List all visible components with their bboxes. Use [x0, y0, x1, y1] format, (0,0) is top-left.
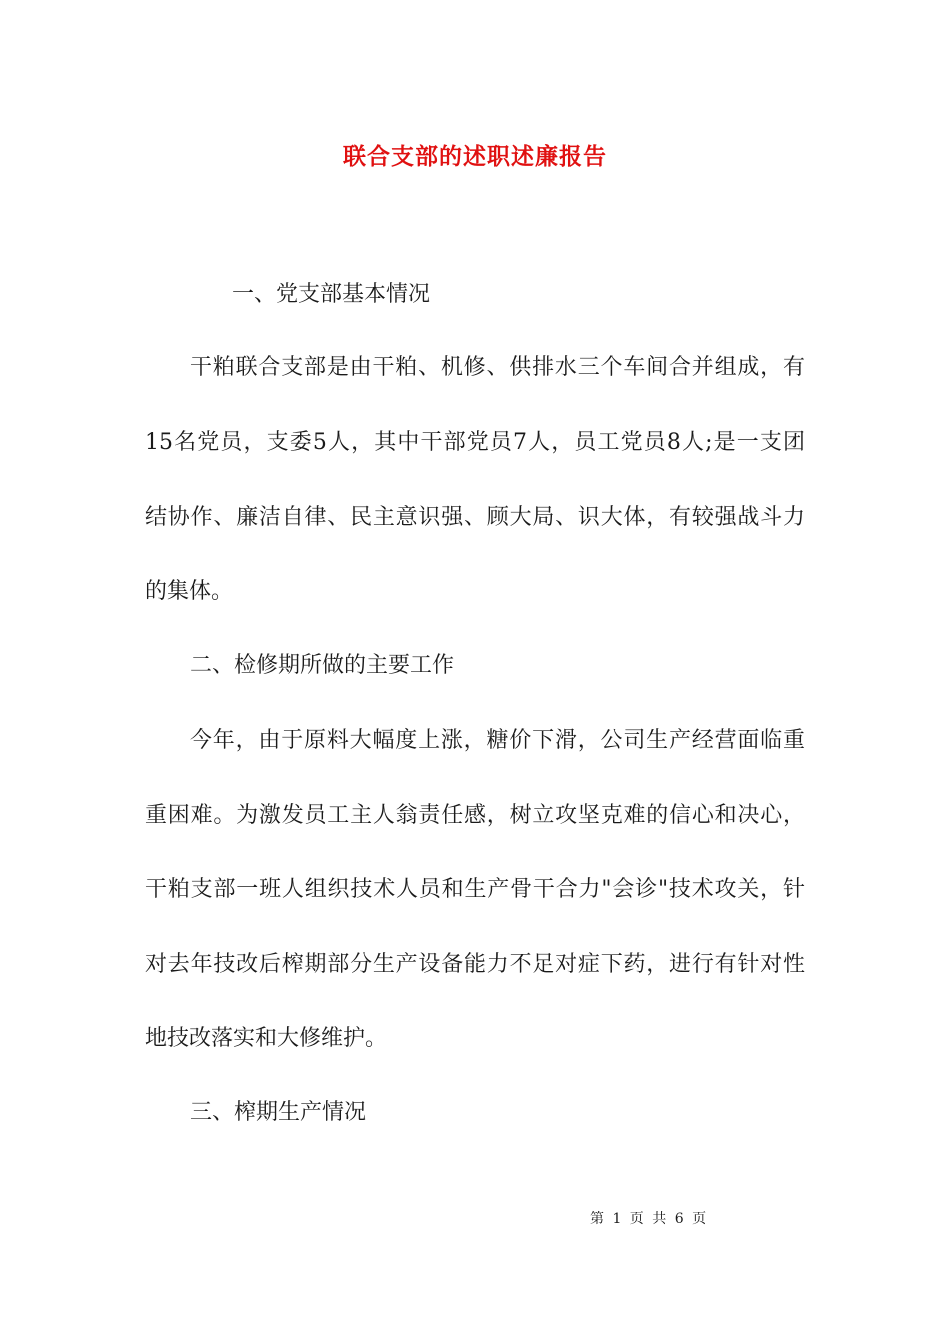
paragraph-line: 干粕联合支部是由干粕、机修、供排水三个车间合并组成，有	[190, 355, 805, 380]
section-heading-2: 二、检修期所做的主要工作	[190, 653, 455, 678]
paragraph-line: 的集体。	[145, 579, 234, 604]
paragraph-line: 15名党员，支委5人，其中干部党员7人，员工党员8人;是一支团	[145, 430, 805, 455]
document-title: 联合支部的述职述廉报告	[343, 143, 607, 170]
page-number: 第 1 页 共 6 页	[590, 1211, 709, 1227]
paragraph-line: 今年，由于原料大幅度上涨，糖价下滑，公司生产经营面临重	[190, 728, 805, 753]
paragraph-line: 重困难。为激发员工主人翁责任感，树立攻坚克难的信心和决心，	[145, 803, 805, 828]
paragraph-line: 干粕支部一班人组织技术人员和生产骨干合力"会诊"技术攻关，针	[145, 877, 805, 902]
section-heading-1: 一、党支部基本情况	[232, 282, 431, 307]
paragraph-line: 地技改落实和大修维护。	[145, 1026, 388, 1051]
section-heading-3: 三、榨期生产情况	[190, 1100, 367, 1125]
paragraph-line: 对去年技改后榨期部分生产设备能力不足对症下药，进行有针对性	[145, 952, 805, 977]
paragraph-line: 结协作、廉洁自律、民主意识强、顾大局、识大体，有较强战斗力	[145, 505, 805, 530]
